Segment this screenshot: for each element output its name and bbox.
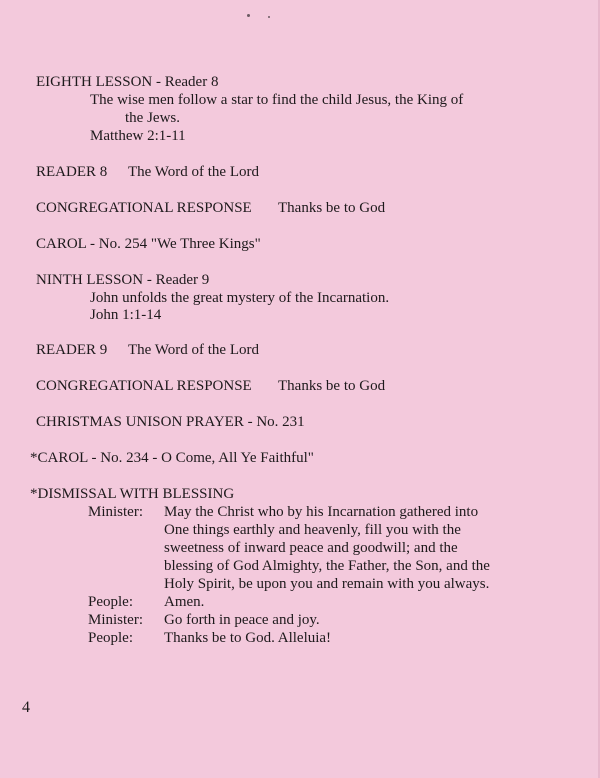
reader8-label: READER 8 <box>36 164 108 180</box>
response2-label: CONGREGATIONAL RESPONSE <box>36 378 252 394</box>
speck <box>268 16 270 18</box>
eighth-lesson-text-cont: the Jews. <box>125 110 180 126</box>
reader9-text: The Word of the Lord <box>128 342 259 358</box>
eighth-lesson-text: The wise men follow a star to find the child Jesus, the King of <box>90 92 464 108</box>
ninth-lesson-text: John unfolds the great mystery of the Incarnation. <box>90 290 390 306</box>
people-label: People: <box>88 630 133 646</box>
minister-label: Minister: <box>88 504 143 520</box>
dismissal-heading: *DISMISSAL WITH BLESSING <box>30 486 235 502</box>
reader8-text: The Word of the Lord <box>128 164 259 180</box>
response1-text: Thanks be to God <box>278 200 386 216</box>
minister-label: Minister: <box>88 612 143 628</box>
people-response: Amen. <box>164 594 205 610</box>
blessing-line: Holy Spirit, be upon you and remain with you always. <box>164 576 490 592</box>
unison-prayer: CHRISTMAS UNISON PRAYER - No. 231 <box>36 414 305 430</box>
page-number: 4 <box>22 699 30 716</box>
people-response: Thanks be to God. Alleluia! <box>164 630 332 646</box>
ninth-lesson-heading: NINTH LESSON - Reader 9 <box>36 272 210 288</box>
people-label: People: <box>88 594 133 610</box>
blessing-line: sweetness of inward peace and goodwill; and the <box>164 540 458 556</box>
eighth-lesson-heading: EIGHTH LESSON - Reader 8 <box>36 74 219 90</box>
response1-label: CONGREGATIONAL RESPONSE <box>36 200 252 216</box>
reader9-label: READER 9 <box>36 342 108 358</box>
speck <box>247 14 250 17</box>
blessing-line: May the Christ who by his Incarnation gathered into <box>164 504 479 520</box>
blessing-line: One things earthly and heavenly, fill you with the <box>164 522 461 538</box>
minister-text: Go forth in peace and joy. <box>164 612 320 628</box>
ninth-lesson-reference: John 1:1-14 <box>90 307 162 323</box>
carol-234: *CAROL - No. 234 - O Come, All Ye Faithful" <box>30 450 314 466</box>
blessing-line: blessing of God Almighty, the Father, the Son, and the <box>164 558 490 574</box>
eighth-lesson-reference: Matthew 2:1-11 <box>90 128 186 144</box>
carol-254: CAROL - No. 254 "We Three Kings" <box>36 236 261 252</box>
response2-text: Thanks be to God <box>278 378 386 394</box>
